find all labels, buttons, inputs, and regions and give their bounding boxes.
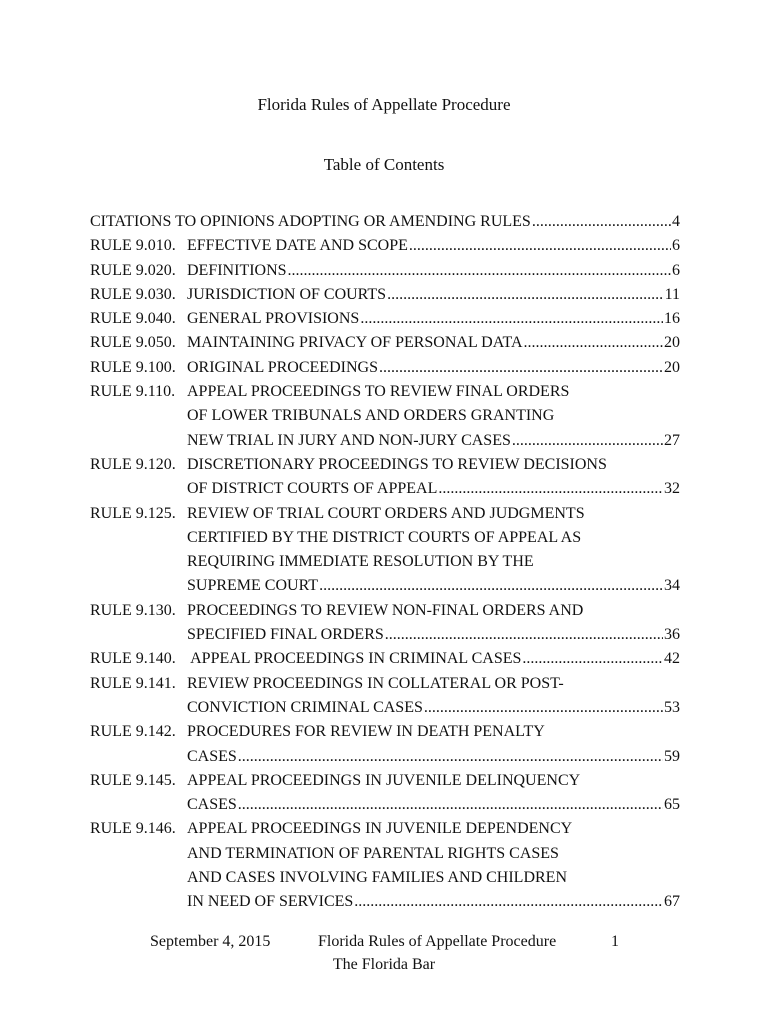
toc-rule-number: RULE 9.110. [90, 383, 176, 401]
toc-dot-leader [532, 210, 671, 234]
toc-entry [90, 234, 680, 258]
toc-rule-number: RULE 9.010. [90, 237, 176, 255]
toc-dot-leader [524, 331, 663, 355]
toc-dot-leader [360, 307, 663, 331]
toc-dot-leader [238, 793, 663, 817]
toc-entry-title: DISCRETIONARY PROCEEDINGS TO REVIEW DECISIONS [187, 455, 607, 473]
toc-page-number: 32 [664, 480, 680, 498]
footer-date: September 4, 2015 [150, 933, 271, 950]
toc-rule-number: RULE 9.040. [90, 310, 176, 328]
toc-rule-number: RULE 9.100. [90, 358, 176, 376]
toc-rule-number: RULE 9.146. [90, 820, 176, 838]
table-of-contents [90, 210, 680, 915]
toc-dot-leader [424, 696, 663, 720]
toc-dot-leader [512, 429, 663, 453]
toc-dot-leader [385, 623, 663, 647]
toc-entry-title: APPEAL PROCEEDINGS IN CRIMINAL CASES [187, 650, 522, 668]
toc-page-number: 65 [664, 796, 680, 814]
toc-page-number: 34 [664, 577, 680, 595]
toc-entry-title: CASES [187, 796, 237, 814]
toc-page-number: 53 [664, 698, 680, 716]
toc-entry-title: SPECIFIED FINAL ORDERS [187, 626, 384, 644]
toc-rule-number: RULE 9.050. [90, 334, 176, 352]
toc-entry-title: MAINTAINING PRIVACY OF PERSONAL DATA [187, 334, 523, 352]
toc-entry [90, 331, 680, 355]
toc-page-number: 36 [664, 626, 680, 644]
toc-dot-leader [238, 745, 663, 769]
toc-entry-title: GENERAL PROVISIONS [187, 310, 360, 328]
toc-entry-title: REQUIRING IMMEDIATE RESOLUTION BY THE [187, 553, 534, 571]
toc-rule-number: RULE 9.020. [90, 261, 176, 279]
toc-entry-title: REVIEW OF TRIAL COURT ORDERS AND JUDGMENTS [187, 504, 585, 522]
toc-heading: Table of Contents [323, 155, 445, 174]
toc-entry [90, 502, 680, 599]
toc-entry [90, 599, 680, 648]
toc-entry [90, 647, 680, 671]
footer-title: Florida Rules of Appellate Procedure [318, 933, 557, 950]
toc-entry-title: ORIGINAL PROCEEDINGS [187, 358, 378, 376]
toc-entry [90, 210, 680, 234]
toc-entry-title: JURISDICTION OF COURTS [187, 285, 387, 303]
toc-page-number: 67 [664, 893, 680, 911]
toc-entry-title: CITATIONS TO OPINIONS ADOPTING OR AMENDING RULES [90, 213, 531, 230]
toc-page-number: 6 [672, 237, 680, 255]
toc-entry [90, 453, 680, 502]
toc-entry-title: APPEAL PROCEEDINGS IN JUVENILE DELINQUENCY [187, 771, 581, 789]
toc-page-number: 27 [664, 431, 680, 449]
toc-entry [90, 259, 680, 283]
toc-entry-title: REVIEW PROCEEDINGS IN COLLATERAL OR POST- [187, 674, 564, 692]
toc-rule-number: RULE 9.030. [90, 285, 176, 303]
toc-dot-leader [522, 647, 663, 671]
footer-page-number: 1 [611, 933, 619, 950]
toc-entry [90, 380, 680, 453]
toc-entry [90, 283, 680, 307]
toc-rule-number: RULE 9.145. [90, 771, 176, 789]
toc-entry-title: PROCEDURES FOR REVIEW IN DEATH PENALTY [187, 723, 545, 741]
toc-page-number: 6 [672, 261, 680, 279]
toc-entry [90, 356, 680, 380]
toc-dot-leader [354, 890, 663, 914]
toc-entry-title: OF DISTRICT COURTS OF APPEAL [187, 480, 438, 498]
toc-entry-title: CONVICTION CRIMINAL CASES [187, 698, 423, 716]
toc-entry-title: PROCEEDINGS TO REVIEW NON-FINAL ORDERS AND [187, 601, 584, 619]
toc-rule-number: RULE 9.130. [90, 601, 176, 619]
toc-entry-title: NEW TRIAL IN JURY AND NON-JURY CASES [187, 431, 511, 449]
toc-page-number: 4 [672, 213, 680, 230]
toc-entry-title: AND CASES INVOLVING FAMILIES AND CHILDREN [187, 869, 568, 887]
toc-rule-number: RULE 9.120. [90, 455, 176, 473]
toc-dot-leader [319, 574, 663, 598]
footer-publisher: The Florida Bar [332, 956, 436, 973]
toc-page-number: 42 [664, 650, 680, 668]
toc-rule-number: RULE 9.125. [90, 504, 176, 522]
toc-dot-leader [379, 356, 663, 380]
toc-entry-title: IN NEED OF SERVICES [187, 893, 354, 911]
toc-page-number: 20 [664, 358, 680, 376]
toc-entry-title: DEFINITIONS [187, 261, 287, 279]
toc-dot-leader [438, 477, 663, 501]
toc-entry [90, 307, 680, 331]
toc-dot-leader [409, 234, 671, 258]
toc-entry-title: OF LOWER TRIBUNALS AND ORDERS GRANTING [187, 407, 555, 425]
toc-rule-number: RULE 9.142. [90, 723, 176, 741]
toc-entry-title: SUPREME COURT [187, 577, 319, 595]
toc-entry-title: AND TERMINATION OF PARENTAL RIGHTS CASES [187, 844, 559, 862]
toc-entry-title: APPEAL PROCEEDINGS TO REVIEW FINAL ORDERS [187, 383, 570, 401]
toc-entry-title: CERTIFIED BY THE DISTRICT COURTS OF APPEAL AS [187, 528, 582, 546]
toc-page-number: 16 [664, 310, 680, 328]
toc-dot-leader [288, 259, 671, 283]
toc-rule-number: RULE 9.141. [90, 674, 176, 692]
page-footer [0, 930, 768, 976]
toc-entry-title: APPEAL PROCEEDINGS IN JUVENILE DEPENDENCY [187, 820, 573, 838]
document-title: Florida Rules of Appellate Procedure [257, 95, 511, 114]
toc-entry [90, 720, 680, 769]
toc-entry-title: EFFECTIVE DATE AND SCOPE [187, 237, 408, 255]
toc-entry [90, 769, 680, 818]
toc-page-number: 11 [664, 285, 680, 303]
toc-rule-number: RULE 9.140. [90, 650, 176, 668]
toc-entry-title: CASES [187, 747, 237, 765]
toc-page-number: 59 [664, 747, 680, 765]
toc-page-number: 20 [664, 334, 680, 352]
toc-entry [90, 817, 680, 914]
toc-entry [90, 672, 680, 721]
toc-dot-leader [387, 283, 664, 307]
